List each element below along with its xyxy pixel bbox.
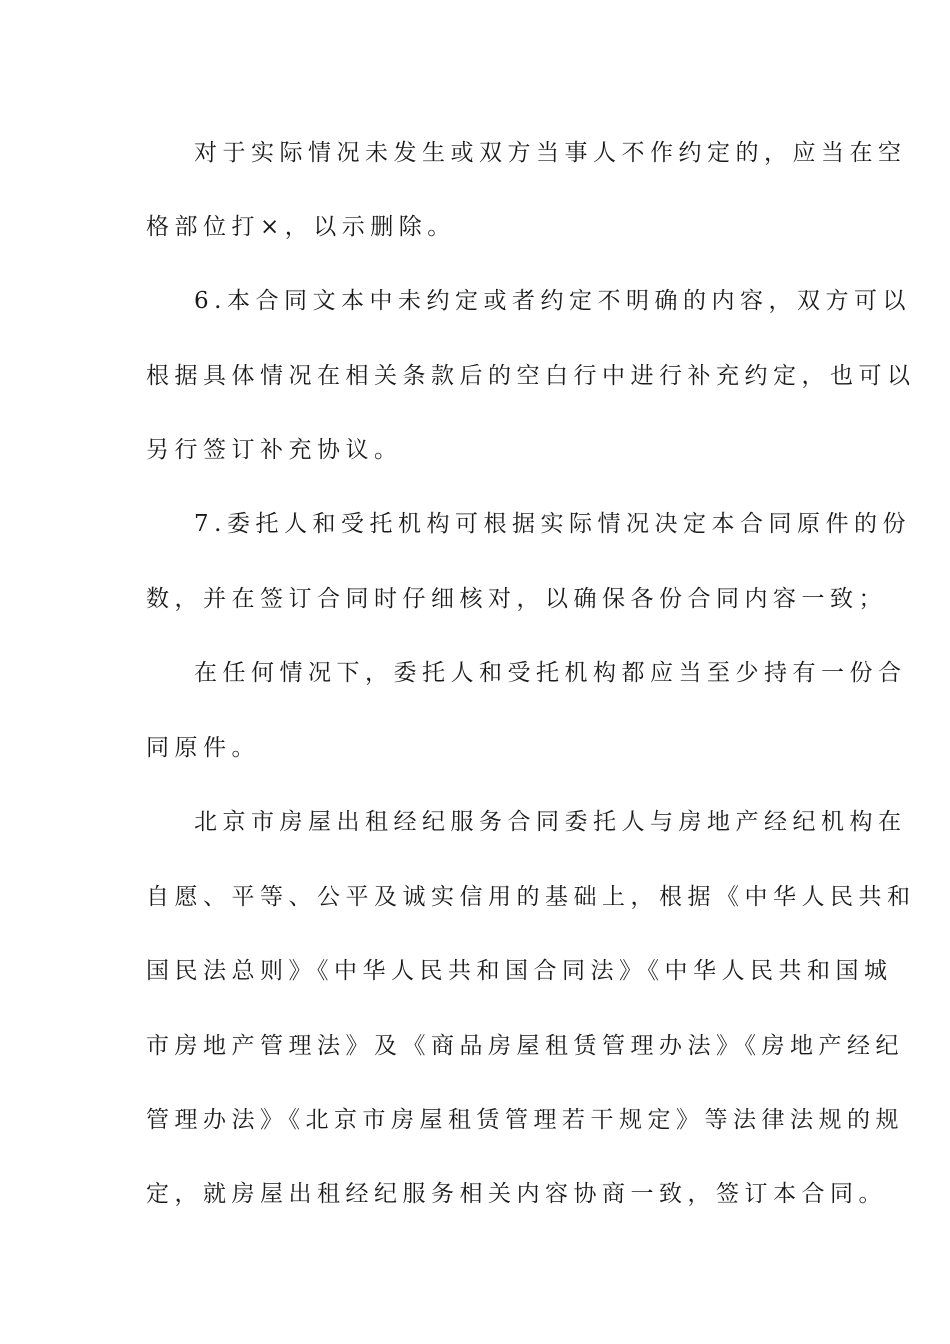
- paragraph-line: 数，并在签订合同时仔细核对，以确保各份合同内容一致；: [146, 586, 887, 612]
- paragraph-line: 市房地产管理法》及《商品房屋租赁管理办法》《房地产经纪: [146, 1033, 904, 1059]
- paragraph-line: 同原件。: [146, 735, 260, 761]
- paragraph-line: 另行签订补充协议。: [146, 437, 403, 463]
- paragraph-line: 7.委托人和受托机构可根据实际情况决定本合同原件的份: [194, 511, 911, 537]
- paragraph-line: 国民法总则》《中华人民共和国合同法》《中华人民共和国城: [146, 958, 893, 984]
- paragraph-line: 格部位打×，以示删除。: [146, 214, 456, 240]
- paragraph-line: 定，就房屋出租经纪服务相关内容协商一致，签订本合同。: [146, 1181, 887, 1207]
- paragraph-line: 对于实际情况未发生或双方当事人不作约定的，应当在空: [194, 140, 907, 166]
- paragraph-line: 根据具体情况在相关条款后的空白行中进行补充约定，也可以: [146, 363, 916, 389]
- paragraph-line: 管理办法》《北京市房屋租赁管理若干规定》等法律法规的规: [146, 1107, 904, 1133]
- paragraph-line: 在任何情况下，委托人和受托机构都应当至少持有一份合: [194, 660, 907, 686]
- paragraph-line: 6.本合同文本中未约定或者约定不明确的内容，双方可以: [194, 288, 911, 314]
- paragraph-line: 北京市房屋出租经纪服务合同委托人与房地产经纪机构在: [194, 809, 907, 835]
- paragraph-line: 自愿、平等、公平及诚实信用的基础上，根据《中华人民共和: [146, 884, 916, 910]
